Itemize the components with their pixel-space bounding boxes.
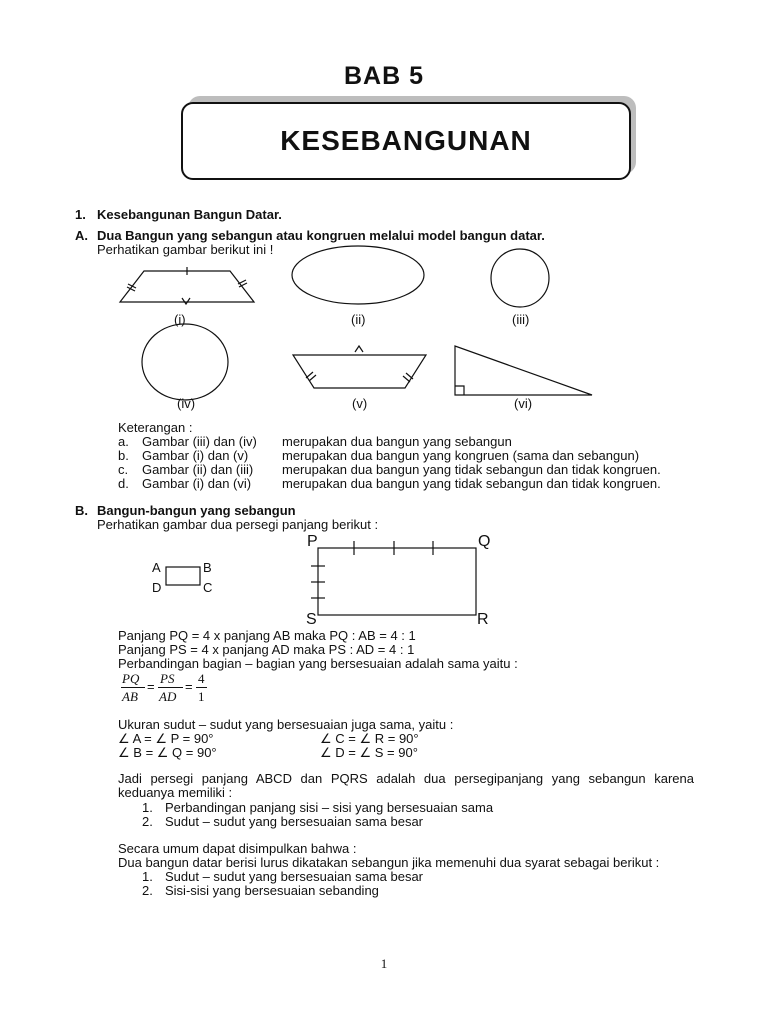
conclusion-item-number: 2. <box>142 814 153 829</box>
big-rectangle-pqrs <box>318 548 476 615</box>
vertex-label-a: A <box>152 560 161 575</box>
vertex-label-q: Q <box>478 533 491 550</box>
section-b-heading: Bangun-bangun yang sebangun <box>97 503 296 518</box>
general-item: Sisi-sisi yang bersesuaian sebanding <box>165 883 379 898</box>
angle-icon: ∠ <box>320 731 332 746</box>
keterangan-letter: d. <box>118 476 129 491</box>
angle-equality: D = ∠ S = 90° <box>335 745 418 760</box>
equals-sign: = <box>185 679 193 694</box>
general-item-number: 2. <box>142 883 153 898</box>
section-b-intro: Perhatikan gambar dua persegi panjang berikut : <box>97 517 379 532</box>
figure-label-v: (v) <box>352 396 368 411</box>
section-b-letter: B. <box>75 503 88 518</box>
ratio-line: Panjang PQ = 4 x panjang AB maka PQ : AB = 4 : 1 <box>118 628 416 643</box>
keterangan-subject: Gambar (ii) dan (iii) <box>142 462 254 477</box>
angle-row <box>320 745 418 760</box>
fraction-bar <box>158 687 183 688</box>
angle-equality: C = ∠ R = 90° <box>335 731 419 746</box>
keterangan-letter: a. <box>118 434 129 449</box>
ratio-line: Perbandingan bagian – bagian yang bersesuaian adalah sama yaitu : <box>118 656 518 671</box>
keterangan-letter: b. <box>118 448 129 463</box>
equals-sign: = <box>147 679 155 694</box>
section-a-letter: A. <box>75 228 88 243</box>
page-number: 1 <box>380 956 388 971</box>
vertex-label-c: C <box>203 580 213 595</box>
keterangan-subject: Gambar (i) dan (vi) <box>142 476 252 491</box>
angle-row <box>118 731 214 746</box>
angle-row <box>320 731 419 746</box>
keterangan-desc: merupakan dua bangun yang tidak sebangun dan tidak kongruen. <box>282 476 661 491</box>
fraction-numerator-4: 4 <box>198 671 205 686</box>
figure-label-iii: (iii) <box>512 312 530 327</box>
fraction-denominator-ab: AB <box>122 689 138 704</box>
vertex-label-r: R <box>477 611 489 628</box>
fraction-numerator-ps: PS <box>160 671 175 686</box>
conclusion-paragraph: Jadi persegi panjang ABCD dan PQRS adalah dua persegipanjang yang sebangun karena keduanya memiliki : <box>118 771 694 800</box>
fraction-numerator-pq: PQ <box>122 671 140 686</box>
figure-label-ii: (ii) <box>351 312 366 327</box>
section-a-heading: Dua Bangun yang sebangun atau kongruen melalui model bangun datar. <box>97 228 545 243</box>
general-statement: Dua bangun datar berisi lurus dikatakan sebangun jika memenuhi dua syarat sebagai berikut : <box>118 855 660 870</box>
ratio-formula <box>120 671 220 707</box>
fraction-bar <box>121 687 145 688</box>
keterangan-desc: merupakan dua bangun yang tidak sebangun dan tidak kongruen. <box>282 462 661 477</box>
angle-intro: Ukuran sudut – sudut yang bersesuaian juga sama, yaitu : <box>118 717 454 732</box>
chapter-label: BAB 5 <box>343 62 424 90</box>
section-heading: Kesebangunan Bangun Datar. <box>97 207 282 222</box>
keterangan-letter: c. <box>118 462 129 477</box>
angle-equality: B = ∠ Q = 90° <box>133 745 217 760</box>
angle-icon: ∠ <box>118 731 130 746</box>
general-intro: Secara umum dapat disimpulkan bahwa : <box>118 841 357 856</box>
keterangan-title: Keterangan : <box>118 420 193 435</box>
angle-icon: ∠ <box>118 745 130 760</box>
section-a-intro: Perhatikan gambar berikut ini ! <box>97 242 274 257</box>
ratio-line: Panjang PS = 4 x panjang AD maka PS : AD = 4 : 1 <box>118 642 415 657</box>
keterangan-subject: Gambar (i) dan (v) <box>142 448 249 463</box>
figure-label-i: (i) <box>174 312 186 327</box>
angle-row <box>118 745 217 760</box>
angle-equality: A = ∠ P = 90° <box>132 731 214 746</box>
fraction-bar <box>196 687 207 688</box>
general-item-number: 1. <box>142 869 153 884</box>
vertex-label-p: P <box>307 533 318 550</box>
small-rectangle-abcd <box>166 567 200 585</box>
vertex-label-s: S <box>306 611 317 628</box>
conclusion-item: Perbandingan panjang sisi – sisi yang bersesuaian sama <box>165 800 494 815</box>
conclusion-item: Sudut – sudut yang bersesuaian sama besar <box>165 814 424 829</box>
keterangan-desc: merupakan dua bangun yang sebangun <box>282 434 512 449</box>
keterangan-subject: Gambar (iii) dan (iv) <box>142 434 257 449</box>
conclusion-item-number: 1. <box>142 800 153 815</box>
fraction-denominator-1: 1 <box>198 689 205 704</box>
vertex-label-d: D <box>152 580 162 595</box>
page-title: KESEBANGUNAN <box>280 125 532 156</box>
vertex-label-b: B <box>203 560 212 575</box>
fraction-denominator-ad: AD <box>159 689 177 704</box>
figure-label-iv: (iv) <box>177 396 196 411</box>
figure-label-vi: (vi) <box>514 396 533 411</box>
keterangan-desc: merupakan dua bangun yang kongruen (sama dan sebangun) <box>282 448 640 463</box>
angle-icon: ∠ <box>320 745 332 760</box>
section-number: 1. <box>75 207 86 222</box>
general-item: Sudut – sudut yang bersesuaian sama besar <box>165 869 424 884</box>
